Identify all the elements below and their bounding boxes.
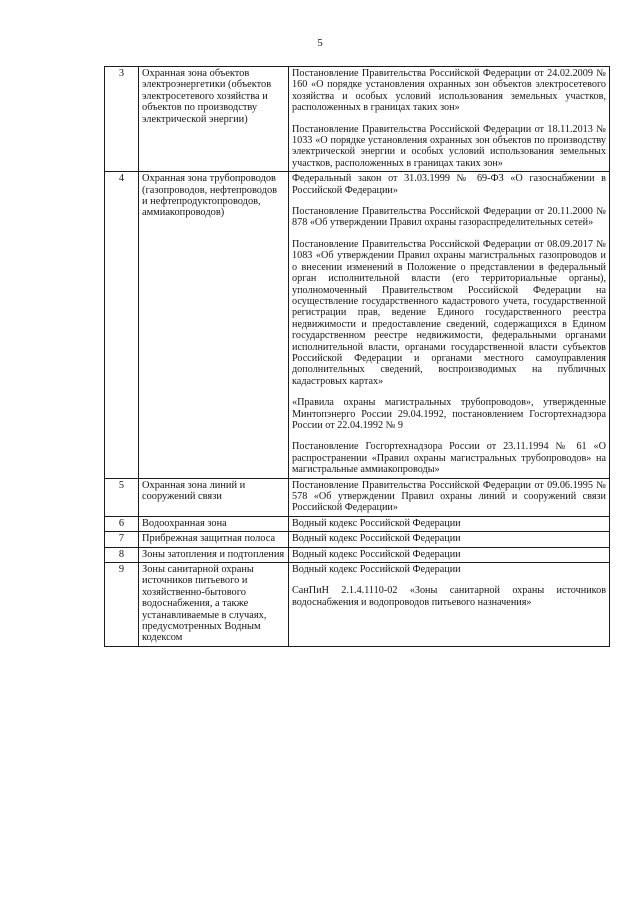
row-number: 7 xyxy=(105,532,139,547)
zone-name: Зоны санитарной охраны источников питьевого и хозяйственно-бытового водоснабжения, а также устанавливаемые в случаях, предусмотренных Водным кодексом xyxy=(139,563,289,647)
legal-document: Водный кодекс Российской Федерации xyxy=(292,564,461,576)
zone-name: Водоохранная зона xyxy=(139,516,289,531)
legal-document: Водный кодекс Российской Федерации xyxy=(292,533,461,545)
row-number: 9 xyxy=(105,563,139,647)
table-row xyxy=(105,172,610,478)
zone-name: Охранная зона объектов электроэнергетики (объектов электросетевого хозяйства и объектов по производству электрической энергии) xyxy=(139,67,289,172)
table-row xyxy=(105,532,610,547)
legal-documents xyxy=(289,563,610,647)
zone-name: Прибрежная защитная полоса xyxy=(139,532,289,547)
legal-document: Постановление Правительства Российской Федерации от 08.09.2017 № 1083 «Об утверждении Правил охраны магистральных газопроводов и о внесении изменений в Положение о представлении в федеральный орган исполнительной власти (его территориальные органы), уполномоченный Правительством Российской Федерации на осуществление государственного кадастрового учета, государственной регистрации прав, ведение Единого государственного реестра недвижимости и предоставление сведений, содержащихся в Едином государственном реестре недвижимости, федеральными органами исполнительной власти, органами государственной власти субъектов Российской Федерации и органами местного самоуправления дополнительных сведений, воспроизводимых на публичных кадастровых картах» xyxy=(292,238,606,387)
table-row xyxy=(105,563,610,647)
table-row xyxy=(105,478,610,516)
table-row xyxy=(105,547,610,562)
legal-document: Постановление Правительства Российской Федерации от 09.06.1995 № 578 «Об утверждении Правил охраны линий и сооружений связи Российской Федерации» xyxy=(292,479,606,514)
legal-document: Федеральный закон от 31.03.1999 № 69-ФЗ «О газоснабжении в Российской Федерации» xyxy=(292,173,606,196)
table-row xyxy=(105,67,610,172)
legal-documents xyxy=(289,172,610,478)
zone-name: Зоны затопления и подтопления xyxy=(139,547,289,562)
zone-name: Охранная зона трубопроводов (газопроводов, нефтепроводов и нефтепродуктопроводов, аммиакопроводов) xyxy=(139,172,289,478)
table-row xyxy=(105,516,610,531)
legal-document: Водный кодекс Российской Федерации xyxy=(292,548,461,560)
row-number: 5 xyxy=(105,478,139,516)
row-number: 3 xyxy=(105,67,139,172)
legal-documents xyxy=(289,516,610,531)
legal-documents xyxy=(289,478,610,516)
zone-name: Охранная зона линий и сооружений связи xyxy=(139,478,289,516)
legal-document: Постановление Правительства Российской Федерации от 24.02.2009 № 160 «О порядке установления охранных зон объектов электросетевого хозяйства и особых условий использования земельных участков, расположенных в границах таких зон» xyxy=(292,68,606,114)
page-number: 5 xyxy=(317,37,323,49)
row-number: 8 xyxy=(105,547,139,562)
legal-document: Постановление Правительства Российской Федерации от 18.11.2013 № 1033 «О порядке установления охранных зон объектов по производству электрической энергии и особых условий использования земельных участков, расположенных в границах таких зон» xyxy=(292,123,606,169)
legal-document: Водный кодекс Российской Федерации xyxy=(292,517,461,529)
row-number: 4 xyxy=(105,172,139,478)
legal-document: СанПиН 2.1.4.1110-02 «Зоны санитарной охраны источников водоснабжения и водопроводов питьевого назначения» xyxy=(292,585,606,608)
legal-documents xyxy=(289,532,610,547)
zones-table xyxy=(104,66,610,647)
legal-document: Постановление Правительства Российской Федерации от 20.11.2000 № 878 «Об утверждении Правил охраны газораспределительных сетей» xyxy=(292,206,606,229)
legal-document: Постановление Госгортехнадзора России от 23.11.1994 № 61 «О распространении «Правил охраны магистральных трубопроводов» на магистральные аммиакопроводы» xyxy=(292,441,606,476)
legal-documents xyxy=(289,67,610,172)
legal-documents xyxy=(289,547,610,562)
legal-document: «Правила охраны магистральных трубопроводов», утвержденные Минтопэнерго России 29.04.1992, постановлением Госгортехнадзора России от 22.04.1992 № 9 xyxy=(292,397,606,431)
row-number: 6 xyxy=(105,516,139,531)
